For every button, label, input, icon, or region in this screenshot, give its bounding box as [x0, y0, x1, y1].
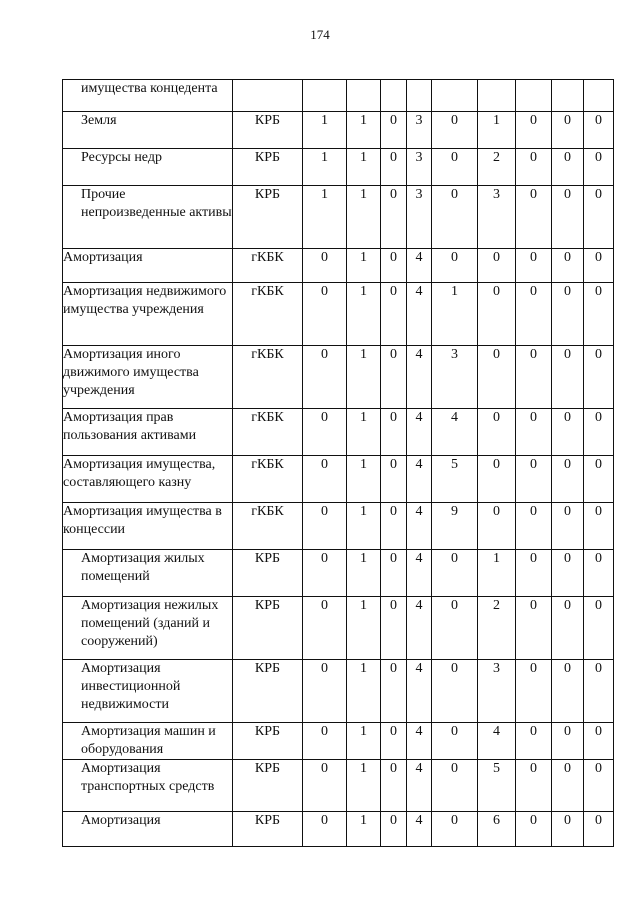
code-digit-cell: 0 [516, 186, 552, 249]
table-row [63, 249, 614, 283]
code-digit-cell: 0 [516, 409, 552, 456]
account-name-cell: Амортизация имущества в концессии [63, 503, 233, 550]
table-row [63, 112, 614, 149]
code-digit-cell: 0 [478, 409, 516, 456]
code-digit-cell: 0 [516, 812, 552, 847]
code-digit-cell: 0 [552, 112, 584, 149]
code-digit-cell: 0 [381, 186, 407, 249]
table-row [63, 723, 614, 760]
code-digit-cell: 0 [381, 249, 407, 283]
code-digit-cell: 0 [303, 660, 347, 723]
code-digit-cell: 0 [303, 249, 347, 283]
code-digit-cell [552, 80, 584, 112]
code-digit-cell: 1 [347, 283, 381, 346]
code-digit-cell: 1 [347, 660, 381, 723]
code-digit-cell: 4 [407, 723, 432, 760]
code-type-cell: КРБ [233, 112, 303, 149]
table-row [63, 186, 614, 249]
code-digit-cell: 4 [407, 597, 432, 660]
code-digit-cell: 0 [584, 597, 614, 660]
code-digit-cell: 0 [432, 112, 478, 149]
code-digit-cell: 0 [584, 346, 614, 409]
account-name-cell: Ресурсы недр [63, 149, 233, 186]
code-digit-cell: 3 [407, 186, 432, 249]
code-digit-cell [303, 80, 347, 112]
code-type-cell: гКБК [233, 503, 303, 550]
code-digit-cell: 5 [432, 456, 478, 503]
code-digit-cell: 0 [303, 723, 347, 760]
code-digit-cell: 0 [303, 409, 347, 456]
code-digit-cell: 0 [303, 283, 347, 346]
code-digit-cell [478, 80, 516, 112]
code-digit-cell: 0 [584, 760, 614, 812]
code-digit-cell: 0 [552, 186, 584, 249]
code-digit-cell: 0 [381, 812, 407, 847]
code-digit-cell: 3 [478, 660, 516, 723]
code-digit-cell: 4 [407, 409, 432, 456]
code-digit-cell: 1 [303, 149, 347, 186]
code-digit-cell: 1 [347, 550, 381, 597]
code-digit-cell [347, 80, 381, 112]
code-digit-cell: 4 [407, 346, 432, 409]
account-name-cell: Амортизация прав пользования активами [63, 409, 233, 456]
account-name-cell: Амортизация нежилых помещений (зданий и сооружений) [63, 597, 233, 660]
code-digit-cell: 0 [516, 660, 552, 723]
code-digit-cell: 0 [478, 249, 516, 283]
code-digit-cell: 1 [347, 812, 381, 847]
code-digit-cell: 0 [552, 760, 584, 812]
code-digit-cell: 4 [432, 409, 478, 456]
code-digit-cell: 0 [552, 283, 584, 346]
code-digit-cell: 4 [407, 550, 432, 597]
code-digit-cell: 0 [432, 597, 478, 660]
code-digit-cell: 0 [584, 112, 614, 149]
code-type-cell: КРБ [233, 760, 303, 812]
code-type-cell: КРБ [233, 186, 303, 249]
code-digit-cell: 0 [381, 550, 407, 597]
code-digit-cell: 0 [552, 346, 584, 409]
code-digit-cell: 0 [432, 249, 478, 283]
code-digit-cell: 0 [584, 660, 614, 723]
account-name-cell: Земля [63, 112, 233, 149]
code-digit-cell: 3 [407, 149, 432, 186]
code-digit-cell: 0 [584, 409, 614, 456]
code-type-cell: КРБ [233, 812, 303, 847]
code-digit-cell: 1 [347, 723, 381, 760]
table-row [63, 760, 614, 812]
code-digit-cell: 0 [552, 249, 584, 283]
code-type-cell: КРБ [233, 149, 303, 186]
code-digit-cell: 0 [432, 660, 478, 723]
table-row [63, 346, 614, 409]
code-digit-cell: 0 [303, 456, 347, 503]
code-type-cell: КРБ [233, 597, 303, 660]
code-digit-cell: 5 [478, 760, 516, 812]
account-name-cell: Амортизация имущества, составляющего казну [63, 456, 233, 503]
code-digit-cell: 0 [381, 283, 407, 346]
code-digit-cell: 1 [432, 283, 478, 346]
code-type-cell: гКБК [233, 283, 303, 346]
code-digit-cell: 0 [552, 550, 584, 597]
code-digit-cell: 0 [584, 812, 614, 847]
code-digit-cell: 1 [347, 249, 381, 283]
code-digit-cell: 4 [478, 723, 516, 760]
code-digit-cell: 0 [432, 812, 478, 847]
code-digit-cell: 0 [303, 346, 347, 409]
code-digit-cell: 4 [407, 456, 432, 503]
code-digit-cell: 0 [381, 760, 407, 812]
code-digit-cell: 0 [552, 456, 584, 503]
code-digit-cell: 0 [584, 503, 614, 550]
page-number: 174 [310, 27, 330, 42]
account-name-cell: Амортизация транспортных средств [63, 760, 233, 812]
code-digit-cell: 1 [347, 186, 381, 249]
code-digit-cell: 0 [381, 112, 407, 149]
code-digit-cell: 0 [584, 283, 614, 346]
account-name-cell: Амортизация машин и оборудования [63, 723, 233, 760]
code-type-cell [233, 80, 303, 112]
code-type-cell: КРБ [233, 723, 303, 760]
code-digit-cell: 0 [432, 149, 478, 186]
code-digit-cell [407, 80, 432, 112]
code-digit-cell: 0 [303, 550, 347, 597]
code-digit-cell: 1 [347, 112, 381, 149]
account-name-cell: Амортизация недвижимого имущества учреждения [63, 283, 233, 346]
code-type-cell: КРБ [233, 660, 303, 723]
table-row [63, 80, 614, 112]
code-digit-cell: 0 [381, 503, 407, 550]
code-digit-cell: 1 [303, 186, 347, 249]
code-digit-cell: 4 [407, 503, 432, 550]
code-digit-cell: 4 [407, 760, 432, 812]
code-digit-cell: 0 [478, 456, 516, 503]
code-digit-cell: 3 [478, 186, 516, 249]
account-name-cell: имущества концедента [63, 80, 233, 112]
code-digit-cell: 2 [478, 149, 516, 186]
code-digit-cell: 2 [478, 597, 516, 660]
table-row [63, 503, 614, 550]
code-digit-cell: 0 [381, 346, 407, 409]
table-row [63, 409, 614, 456]
code-digit-cell: 1 [347, 597, 381, 660]
code-type-cell: гКБК [233, 456, 303, 503]
code-digit-cell: 0 [516, 723, 552, 760]
code-digit-cell: 0 [516, 550, 552, 597]
table-row [63, 597, 614, 660]
code-digit-cell: 0 [584, 186, 614, 249]
code-digit-cell: 4 [407, 249, 432, 283]
code-digit-cell: 0 [478, 503, 516, 550]
code-digit-cell: 1 [478, 112, 516, 149]
code-digit-cell: 0 [303, 812, 347, 847]
code-type-cell: гКБК [233, 249, 303, 283]
code-digit-cell: 0 [381, 660, 407, 723]
account-name-cell: Амортизация [63, 812, 233, 847]
code-digit-cell: 0 [381, 409, 407, 456]
code-digit-cell: 0 [552, 597, 584, 660]
code-digit-cell: 0 [381, 597, 407, 660]
code-digit-cell: 0 [516, 346, 552, 409]
code-digit-cell: 1 [347, 346, 381, 409]
table-row [63, 550, 614, 597]
code-digit-cell: 0 [516, 503, 552, 550]
code-digit-cell: 1 [347, 149, 381, 186]
code-digit-cell: 0 [552, 660, 584, 723]
code-digit-cell: 4 [407, 812, 432, 847]
code-digit-cell: 3 [432, 346, 478, 409]
code-digit-cell: 0 [303, 503, 347, 550]
account-name-cell: Амортизация жилых помещений [63, 550, 233, 597]
code-digit-cell: 0 [516, 760, 552, 812]
code-digit-cell: 1 [478, 550, 516, 597]
code-type-cell: КРБ [233, 550, 303, 597]
code-digit-cell: 4 [407, 660, 432, 723]
code-digit-cell: 0 [303, 760, 347, 812]
code-digit-cell: 0 [552, 723, 584, 760]
code-digit-cell [381, 80, 407, 112]
code-digit-cell: 1 [347, 503, 381, 550]
code-digit-cell: 0 [516, 456, 552, 503]
code-digit-cell: 0 [552, 409, 584, 456]
table-row [63, 283, 614, 346]
code-digit-cell: 0 [432, 550, 478, 597]
code-digit-cell: 0 [584, 550, 614, 597]
code-digit-cell: 0 [516, 597, 552, 660]
code-digit-cell: 0 [516, 283, 552, 346]
code-digit-cell: 0 [584, 723, 614, 760]
code-digit-cell [516, 80, 552, 112]
code-digit-cell: 1 [347, 456, 381, 503]
account-name-cell: Прочие непроизведенные активы [63, 186, 233, 249]
code-digit-cell: 0 [584, 249, 614, 283]
account-name-cell: Амортизация инвестиционной недвижимости [63, 660, 233, 723]
code-digit-cell: 0 [552, 149, 584, 186]
code-type-cell: гКБК [233, 346, 303, 409]
code-digit-cell: 0 [516, 149, 552, 186]
code-digit-cell: 0 [381, 456, 407, 503]
code-digit-cell: 0 [584, 456, 614, 503]
table-row [63, 812, 614, 847]
code-digit-cell: 0 [432, 186, 478, 249]
code-digit-cell: 0 [478, 346, 516, 409]
code-digit-cell [432, 80, 478, 112]
code-digit-cell: 0 [381, 723, 407, 760]
code-type-cell: гКБК [233, 409, 303, 456]
account-code-table [62, 79, 614, 847]
code-digit-cell: 0 [478, 283, 516, 346]
code-digit-cell: 0 [516, 249, 552, 283]
code-digit-cell: 0 [381, 149, 407, 186]
table-row [63, 149, 614, 186]
code-digit-cell: 1 [347, 760, 381, 812]
code-digit-cell: 1 [347, 409, 381, 456]
code-digit-cell: 0 [303, 597, 347, 660]
code-digit-cell: 3 [407, 112, 432, 149]
code-digit-cell: 0 [552, 812, 584, 847]
code-digit-cell: 9 [432, 503, 478, 550]
code-digit-cell: 0 [432, 760, 478, 812]
account-name-cell: Амортизация [63, 249, 233, 283]
code-digit-cell [584, 80, 614, 112]
code-digit-cell: 0 [584, 149, 614, 186]
table-row [63, 660, 614, 723]
code-digit-cell: 0 [552, 503, 584, 550]
code-digit-cell: 6 [478, 812, 516, 847]
code-digit-cell: 4 [407, 283, 432, 346]
table-row [63, 456, 614, 503]
code-digit-cell: 0 [516, 112, 552, 149]
code-digit-cell: 1 [303, 112, 347, 149]
account-name-cell: Амортизация иного движимого имущества учреждения [63, 346, 233, 409]
code-digit-cell: 0 [432, 723, 478, 760]
